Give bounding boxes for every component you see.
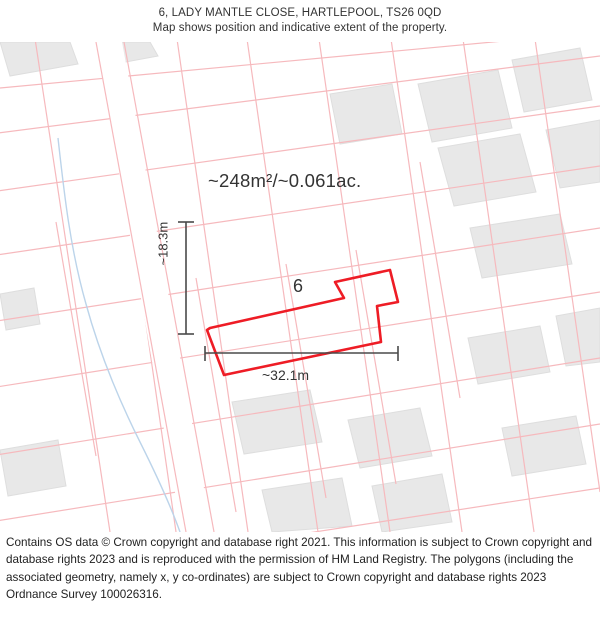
page-title: 6, LADY MANTLE CLOSE, HARTLEPOOL, TS26 0QD bbox=[158, 7, 442, 19]
horizontal-dimension-label: ~32.1m bbox=[262, 367, 310, 383]
area-label: ~248m²/~0.061ac. bbox=[208, 170, 362, 191]
plot-number-label: 6 bbox=[293, 276, 304, 296]
map-vector-layer bbox=[0, 42, 600, 532]
vertical-dimension-text: ~18.3m bbox=[155, 221, 171, 266]
copyright-footer: Contains OS data © Crown copyright and database right 2021. This information is subject to Crown copyright and database rights 2023 and is reproduced with the permission of HM Land Registry. The polygons (including the associated geometry, namely x, y co-ordinates) are subject to Crown copyright and database rights 2023 Ordnance Survey 100026316. bbox=[6, 536, 592, 602]
page-subtitle: Map shows position and indicative extent of the property. bbox=[152, 22, 448, 34]
map-canvas[interactable] bbox=[0, 42, 600, 532]
header bbox=[0, 0, 600, 36]
